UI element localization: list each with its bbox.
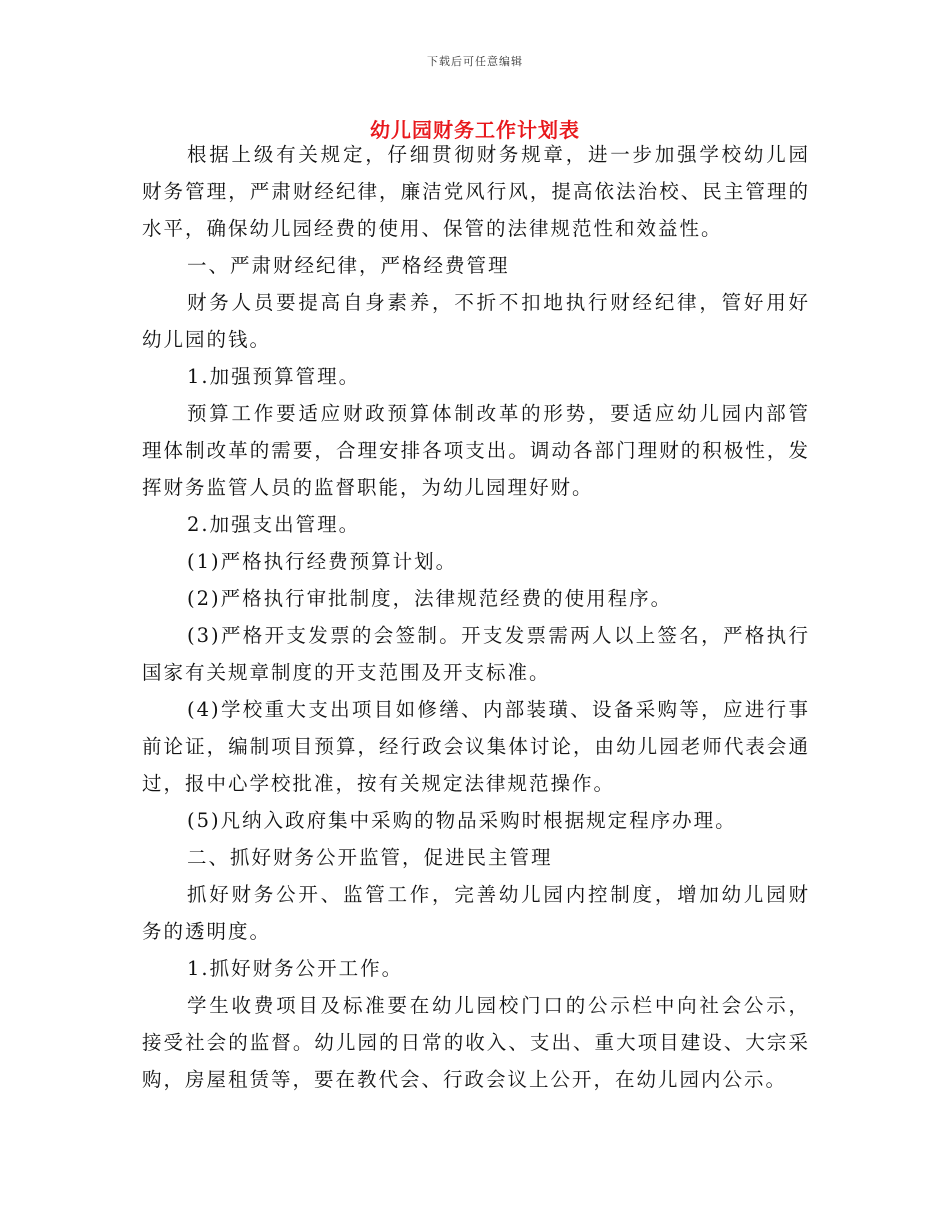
document-title: 幼儿园财务工作计划表	[370, 118, 580, 142]
list-item: (4)学校重大支出项目如修缮、内部装璜、设备采购等，应进行事前论证，编制项目预算，经行政会议集体讨论，由幼儿园老师代表会通过，报中心学校批准，按有关规定法律规范操作。	[142, 698, 810, 795]
list-item: (5)凡纳入政府集中采购的物品采购时根据规定程序办理。	[187, 809, 737, 832]
paragraph: 学生收费项目及标准要在幼儿园校门口的公示栏中向社会公示，接受社会的监督。幼儿园的日常的收入、支出、重大项目建设、大宗采购，房屋租赁等，要在教代会、行政会议上公开，在幼儿园内公示。	[142, 994, 810, 1091]
list-item: (1)严格执行经费预算计划。	[187, 550, 458, 573]
page-header-note: 下载后可任意编辑	[427, 55, 523, 68]
subsection-heading: 1.抓好财务公开工作。	[187, 957, 404, 980]
paragraph: 财务人员要提高自身素养，不折不扣地执行财经纪律，管好用好幼儿园的钱。	[142, 291, 810, 351]
section-heading-2: 二、抓好财务公开监管，促进民主管理	[187, 846, 553, 869]
paragraph: 抓好财务公开、监管工作，完善幼儿园内控制度，增加幼儿园财务的透明度。	[142, 883, 810, 943]
paragraph-intro: 根据上级有关规定，仔细贯彻财务规章，进一步加强学校幼儿园财务管理，严肃财经纪律，廉洁党风行风，提高依法治校、民主管理的水平，确保幼儿园经费的使用、保管的法律规范性和效益性。	[142, 143, 810, 240]
list-item: (2)严格执行审批制度，法律规范经费的使用程序。	[187, 587, 673, 610]
list-item: (3)严格开支发票的会签制。开支发票需两人以上签名，严格执行国家有关规章制度的开支范围及开支标准。	[142, 624, 810, 684]
section-heading-1: 一、严肃财经纪律，严格经费管理	[187, 254, 510, 277]
subsection-heading: 1.加强预算管理。	[187, 365, 361, 388]
document-body	[142, 136, 810, 1098]
paragraph: 预算工作要适应财政预算体制改革的形势，要适应幼儿园内部管理体制改革的需要，合理安排各项支出。调动各部门理财的积极性，发挥财务监管人员的监督职能，为幼儿园理好财。	[142, 402, 810, 499]
subsection-heading: 2.加强支出管理。	[187, 513, 361, 536]
